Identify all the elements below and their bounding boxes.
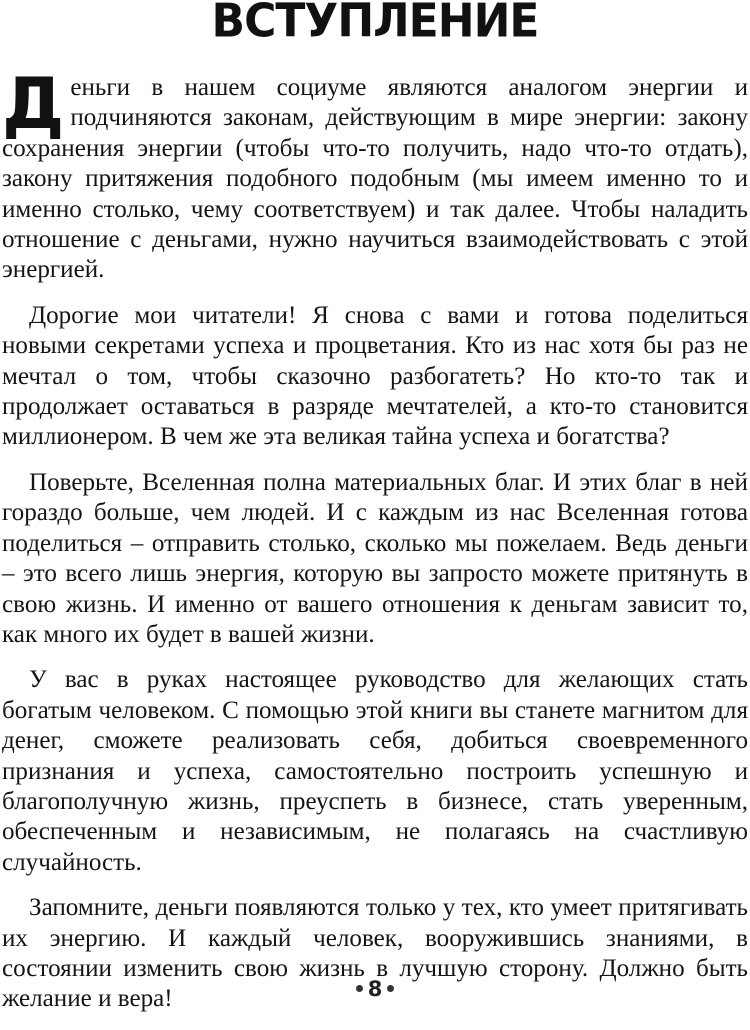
bullet-dot-icon xyxy=(387,985,394,992)
paragraph-1-text: еньги в нашем социуме являются аналогом энергии и подчиняются законам, действующим в мире энергии: закону сохранения энергии (чтобы что-то получить, надо что-то отдать), закону притяжения подобного подобным (мы имеем именно то и именно столько, чему соответствуем) и так далее. Чтобы наладить отношение с деньгами, нужно научиться взаимодействовать с этой энергией. xyxy=(2,74,748,284)
paragraph-4: У вас в руках настоящее руководство для желающих стать богатым человеком. С помощью этой книги вы станете магнитом для денег, сможете реализовать себя, добиться своевременного признания и успеха, самостоятельно построить успешную и благополучную жизнь, преуспеть в бизнесе, стать уверенным, обеспеченным и независимым, не полагаясь на счастливую случайность. xyxy=(2,666,748,876)
drop-cap: Д xyxy=(2,63,65,145)
page-footer xyxy=(0,978,750,1000)
page-number: 8 xyxy=(367,977,383,1001)
paragraph-3: Поверьте, Вселенная полна материальных благ. И этих благ в ней гораздо больше, чем людей. И с каждым из нас Вселенная готова поделиться – отправить столько, сколько мы пожелаем. Ведь деньги – это всего лишь энергия, которую вы запросто можете притянуть в свою жизнь. И именно от вашего отношения к деньгам зависит то, как много их будет в вашей жизни. xyxy=(2,468,748,648)
chapter-title: ВСТУПЛЕНИЕ xyxy=(211,0,539,49)
paragraph-2: Дорогие мои читатели! Я снова с вами и готова поделиться новыми секретами успеха и процветания. Кто из нас хотя бы раз не мечтал о том, чтобы сказочно разбогатеть? Но кто-то так и продолжает оставаться в разряде мечтателей, а кто-то становится миллионером. В чем же эта великая тайна успеха и богатства? xyxy=(2,301,748,451)
page-body xyxy=(2,63,748,1030)
bullet-dot-icon xyxy=(356,985,363,992)
paragraph-1 xyxy=(2,63,748,286)
paragraph-5: Запомните, деньги появляются только у тех, кто умеет притягивать их энергию. И каждый человек, вооружившись знаниями, в состоянии изменить свою жизнь в лучшую сторону. Должно быть желание и вера! xyxy=(2,894,748,1013)
